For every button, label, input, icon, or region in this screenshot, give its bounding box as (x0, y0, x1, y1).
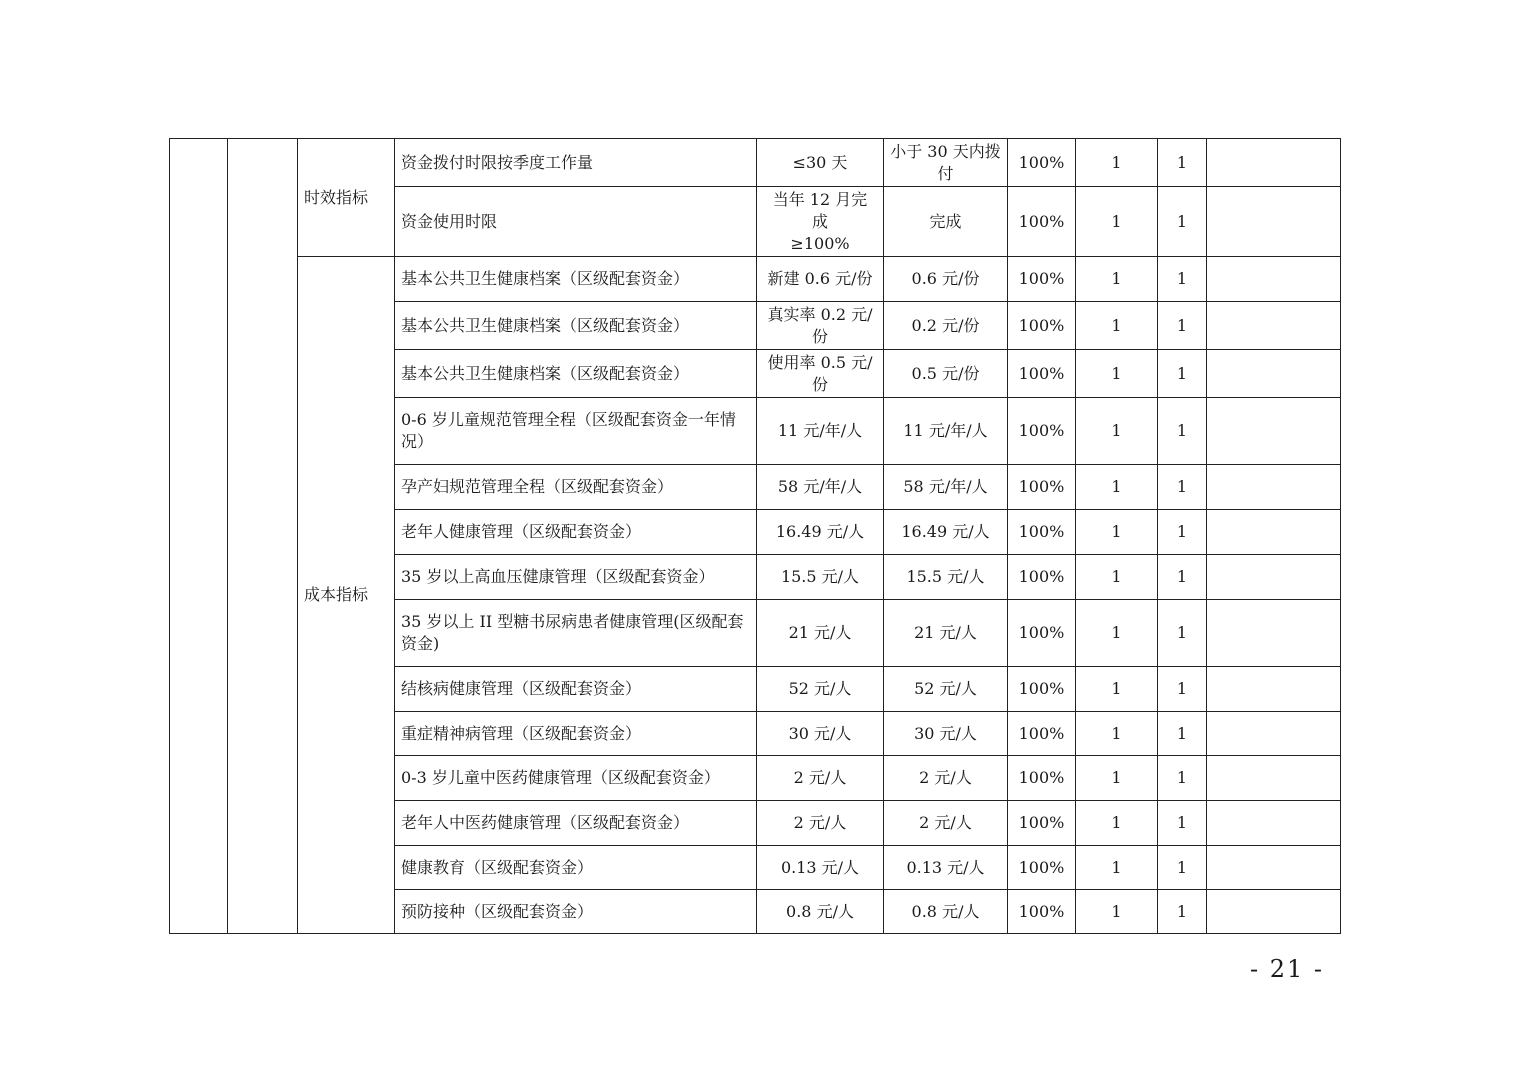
group-label-timeliness: 时效指标 (298, 139, 395, 257)
completion-rate: 100% (1008, 712, 1076, 756)
indicator-name: 预防接种（区级配套资金） (395, 890, 757, 934)
actual-value: 11 元/年/人 (884, 398, 1008, 465)
actual-value: 小于 30 天内拨付 (884, 139, 1008, 187)
target-value: 58 元/年/人 (757, 465, 884, 510)
actual-value: 0.5 元/份 (884, 350, 1008, 398)
note-cell (1207, 555, 1341, 600)
actual-value: 16.49 元/人 (884, 510, 1008, 555)
completion-rate: 100% (1008, 465, 1076, 510)
note-cell (1207, 890, 1341, 934)
indicator-name: 结核病健康管理（区级配套资金） (395, 667, 757, 712)
weight-value: 1 (1076, 756, 1158, 801)
actual-value: 2 元/人 (884, 756, 1008, 801)
score-value: 1 (1158, 302, 1207, 350)
weight-value: 1 (1076, 139, 1158, 187)
weight-value: 1 (1076, 302, 1158, 350)
weight-value: 1 (1076, 350, 1158, 398)
target-value: 0.8 元/人 (757, 890, 884, 934)
indicator-name: 资金拨付时限按季度工作量 (395, 139, 757, 187)
weight-value: 1 (1076, 555, 1158, 600)
score-value: 1 (1158, 846, 1207, 890)
actual-value: 2 元/人 (884, 801, 1008, 846)
table-row (170, 139, 1341, 187)
target-value: 新建 0.6 元/份 (757, 257, 884, 302)
score-value: 1 (1158, 890, 1207, 934)
note-cell (1207, 756, 1341, 801)
score-value: 1 (1158, 350, 1207, 398)
performance-indicator-table (169, 138, 1341, 934)
actual-value: 完成 (884, 187, 1008, 257)
weight-value: 1 (1076, 846, 1158, 890)
target-value: 30 元/人 (757, 712, 884, 756)
note-cell (1207, 465, 1341, 510)
score-value: 1 (1158, 667, 1207, 712)
indicator-name: 35 岁以上 II 型糖书尿病患者健康管理(区级配套资金) (395, 600, 757, 667)
score-value: 1 (1158, 465, 1207, 510)
target-value: 2 元/人 (757, 801, 884, 846)
indicator-name: 基本公共卫生健康档案（区级配套资金） (395, 257, 757, 302)
completion-rate: 100% (1008, 187, 1076, 257)
weight-value: 1 (1076, 890, 1158, 934)
note-cell (1207, 667, 1341, 712)
weight-value: 1 (1076, 398, 1158, 465)
completion-rate: 100% (1008, 139, 1076, 187)
note-cell (1207, 846, 1341, 890)
note-cell (1207, 801, 1341, 846)
weight-value: 1 (1076, 187, 1158, 257)
score-value: 1 (1158, 555, 1207, 600)
completion-rate: 100% (1008, 302, 1076, 350)
blank-column-2 (228, 139, 298, 934)
weight-value: 1 (1076, 667, 1158, 712)
target-value: 2 元/人 (757, 756, 884, 801)
completion-rate: 100% (1008, 801, 1076, 846)
target-value (757, 187, 884, 257)
actual-value: 52 元/人 (884, 667, 1008, 712)
indicator-name: 老年人中医药健康管理（区级配套资金） (395, 801, 757, 846)
completion-rate: 100% (1008, 890, 1076, 934)
indicator-name: 资金使用时限 (395, 187, 757, 257)
weight-value: 1 (1076, 600, 1158, 667)
page-number: - 21 - (1250, 955, 1325, 983)
target-value: 16.49 元/人 (757, 510, 884, 555)
indicator-name: 健康教育（区级配套资金） (395, 846, 757, 890)
actual-value: 30 元/人 (884, 712, 1008, 756)
indicator-name: 重症精神病管理（区级配套资金） (395, 712, 757, 756)
note-cell (1207, 350, 1341, 398)
target-value: 11 元/年/人 (757, 398, 884, 465)
indicator-name: 孕产妇规范管理全程（区级配套资金） (395, 465, 757, 510)
completion-rate: 100% (1008, 600, 1076, 667)
score-value: 1 (1158, 510, 1207, 555)
target-value: ≤30 天 (757, 139, 884, 187)
completion-rate: 100% (1008, 756, 1076, 801)
score-value: 1 (1158, 398, 1207, 465)
completion-rate: 100% (1008, 846, 1076, 890)
score-value: 1 (1158, 257, 1207, 302)
table-row (170, 257, 1341, 302)
actual-value: 21 元/人 (884, 600, 1008, 667)
completion-rate: 100% (1008, 667, 1076, 712)
actual-value: 58 元/年/人 (884, 465, 1008, 510)
target-line: 当年 12 月完 (772, 189, 868, 209)
weight-value: 1 (1076, 465, 1158, 510)
completion-rate: 100% (1008, 398, 1076, 465)
weight-value: 1 (1076, 257, 1158, 302)
target-value: 21 元/人 (757, 600, 884, 667)
indicator-name: 基本公共卫生健康档案（区级配套资金） (395, 350, 757, 398)
actual-value: 0.6 元/份 (884, 257, 1008, 302)
indicator-name: 老年人健康管理（区级配套资金） (395, 510, 757, 555)
note-cell (1207, 712, 1341, 756)
note-cell (1207, 187, 1341, 257)
target-line: ≥100% (790, 233, 850, 253)
group-label-cost: 成本指标 (298, 257, 395, 934)
weight-value: 1 (1076, 712, 1158, 756)
target-value: 52 元/人 (757, 667, 884, 712)
target-value: 0.13 元/人 (757, 846, 884, 890)
indicator-name: 0-3 岁儿童中医药健康管理（区级配套资金） (395, 756, 757, 801)
target-value: 使用率 0.5 元/份 (757, 350, 884, 398)
target-value: 真实率 0.2 元/份 (757, 302, 884, 350)
completion-rate: 100% (1008, 350, 1076, 398)
indicator-name: 35 岁以上高血压健康管理（区级配套资金） (395, 555, 757, 600)
score-value: 1 (1158, 139, 1207, 187)
score-value: 1 (1158, 801, 1207, 846)
completion-rate: 100% (1008, 510, 1076, 555)
note-cell (1207, 510, 1341, 555)
note-cell (1207, 257, 1341, 302)
indicator-name: 基本公共卫生健康档案（区级配套资金） (395, 302, 757, 350)
target-value: 15.5 元/人 (757, 555, 884, 600)
score-value: 1 (1158, 712, 1207, 756)
note-cell (1207, 302, 1341, 350)
actual-value: 0.8 元/人 (884, 890, 1008, 934)
weight-value: 1 (1076, 801, 1158, 846)
note-cell (1207, 600, 1341, 667)
completion-rate: 100% (1008, 555, 1076, 600)
score-value: 1 (1158, 187, 1207, 257)
completion-rate: 100% (1008, 257, 1076, 302)
target-line: 成 (811, 211, 828, 231)
actual-value: 15.5 元/人 (884, 555, 1008, 600)
note-cell (1207, 139, 1341, 187)
actual-value: 0.2 元/份 (884, 302, 1008, 350)
blank-column-1 (170, 139, 228, 934)
actual-value: 0.13 元/人 (884, 846, 1008, 890)
score-value: 1 (1158, 600, 1207, 667)
score-value: 1 (1158, 756, 1207, 801)
note-cell (1207, 398, 1341, 465)
weight-value: 1 (1076, 510, 1158, 555)
indicator-name: 0-6 岁儿童规范管理全程（区级配套资金一年情况） (395, 398, 757, 465)
